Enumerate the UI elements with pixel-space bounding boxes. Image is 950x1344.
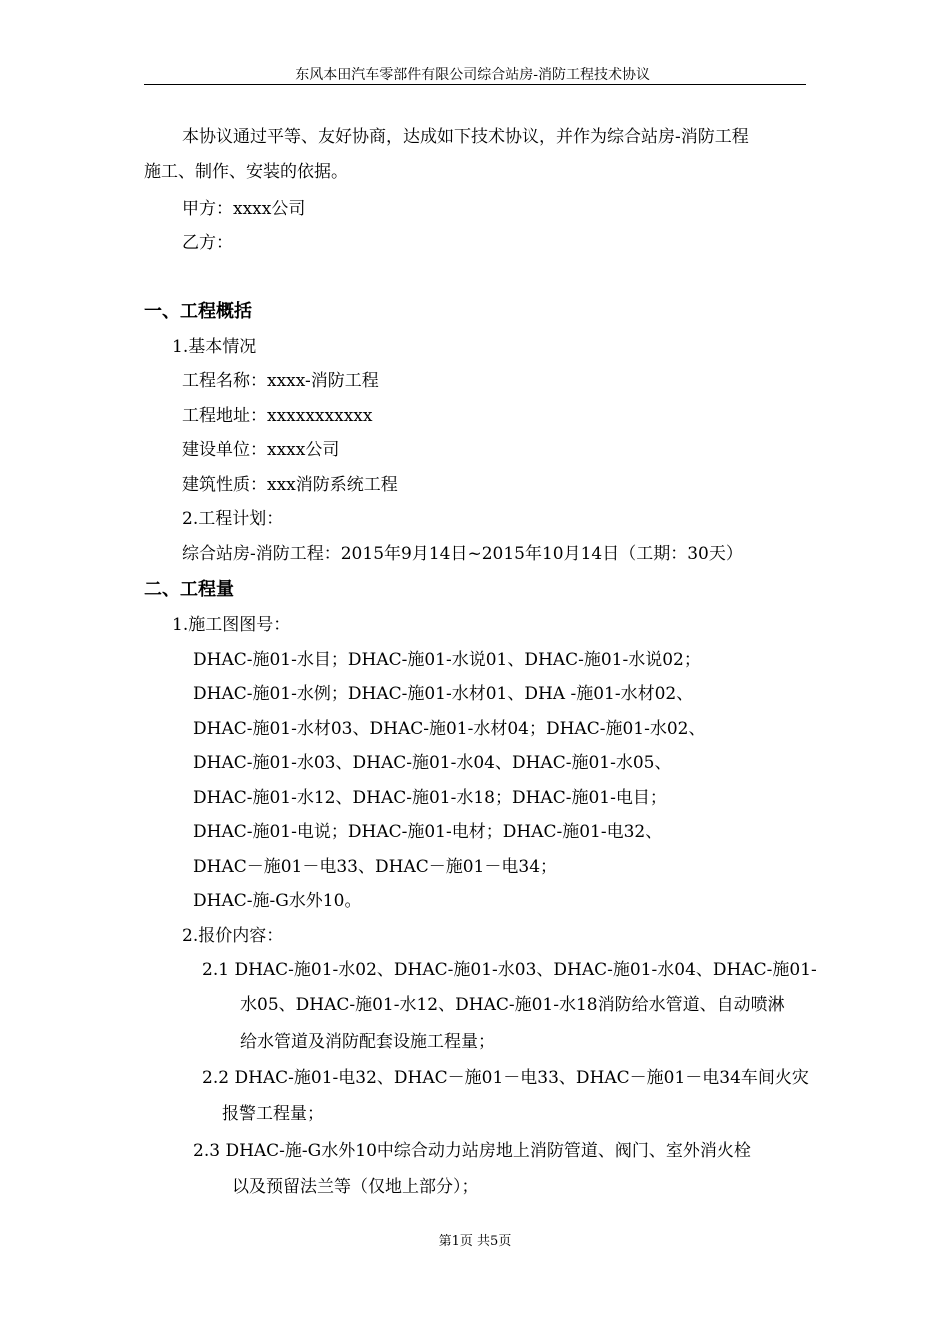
intro-line-2: 施工、制作、安装的依据。	[144, 162, 348, 182]
plan-title: 2.工程计划：	[182, 509, 284, 529]
project-nature: 建筑性质：xxx消防系统工程	[182, 475, 398, 495]
drawing-line: DHAC-施01-电说；DHAC-施01-电材；DHAC-施01-电32、	[193, 822, 663, 842]
intro-line-1: 本协议通过平等、友好协商，达成如下技术协议，并作为综合站房-消防工程	[182, 127, 749, 147]
drawings-title: 1.施工图图号：	[172, 615, 291, 635]
quote-item-2-3: 2.3 DHAC-施-G水外10中综合动力站房地上消防管道、阀门、室外消火栓	[193, 1141, 751, 1161]
drawing-line: DHAC-施-G水外10。	[193, 891, 362, 911]
quote-item-2-3-cont: 以及预留法兰等（仅地上部分）；	[232, 1177, 479, 1197]
drawing-line: DHAC-施01-水材03、DHAC-施01-水材04；DHAC-施01-水02、	[193, 719, 706, 739]
section-1-heading: 一、工程概括	[144, 301, 252, 322]
quote-item-2-1: 2.1 DHAC-施01-水02、DHAC-施01-水03、DHAC-施01-水04、DHAC-施01-	[202, 960, 817, 980]
drawing-line: DHAC-施01-水03、DHAC-施01-水04、DHAC-施01-水05、	[193, 753, 672, 773]
basic-info-title: 1.基本情况	[172, 337, 257, 357]
quote-item-2-2: 2.2 DHAC-施01-电32、DHAC－施01－电33、DHAC－施01－电34车间火灾	[202, 1068, 809, 1088]
drawing-line: DHAC－施01－电33、DHAC－施01－电34；	[193, 857, 558, 877]
section-2-heading: 二、工程量	[144, 579, 234, 600]
project-schedule: 综合站房-消防工程：2015年9月14日~2015年10月14日（工期：30天）	[182, 544, 743, 564]
drawing-line: DHAC-施01-水例；DHAC-施01-水材01、DHA -施01-水材02、	[193, 684, 694, 704]
quote-item-2-1-cont: 水05、DHAC-施01-水12、DHAC-施01-水18消防给水管道、自动喷淋	[240, 995, 785, 1015]
quote-item-2-1-cont: 给水管道及消防配套设施工程量；	[240, 1032, 495, 1052]
quote-item-2-2-cont: 报警工程量；	[222, 1104, 324, 1124]
project-address: 工程地址：xxxxxxxxxxx	[182, 406, 373, 426]
project-builder: 建设单位：xxxx公司	[182, 440, 340, 460]
drawing-line: DHAC-施01-水12、DHAC-施01-水18；DHAC-施01-电目；	[193, 788, 667, 808]
party-b: 乙方：	[182, 233, 233, 253]
page-header	[144, 62, 806, 85]
party-a: 甲方：xxxx公司	[182, 199, 306, 219]
drawing-line: DHAC-施01-水目；DHAC-施01-水说01、DHAC-施01-水说02；	[193, 650, 701, 670]
project-name: 工程名称：xxxx-消防工程	[182, 371, 379, 391]
page-number: 第1页 共5页	[438, 1234, 512, 1249]
header-title: 东风本田汽车零部件有限公司综合站房-消防工程技术协议	[295, 67, 650, 83]
quote-title: 2.报价内容：	[182, 926, 284, 946]
